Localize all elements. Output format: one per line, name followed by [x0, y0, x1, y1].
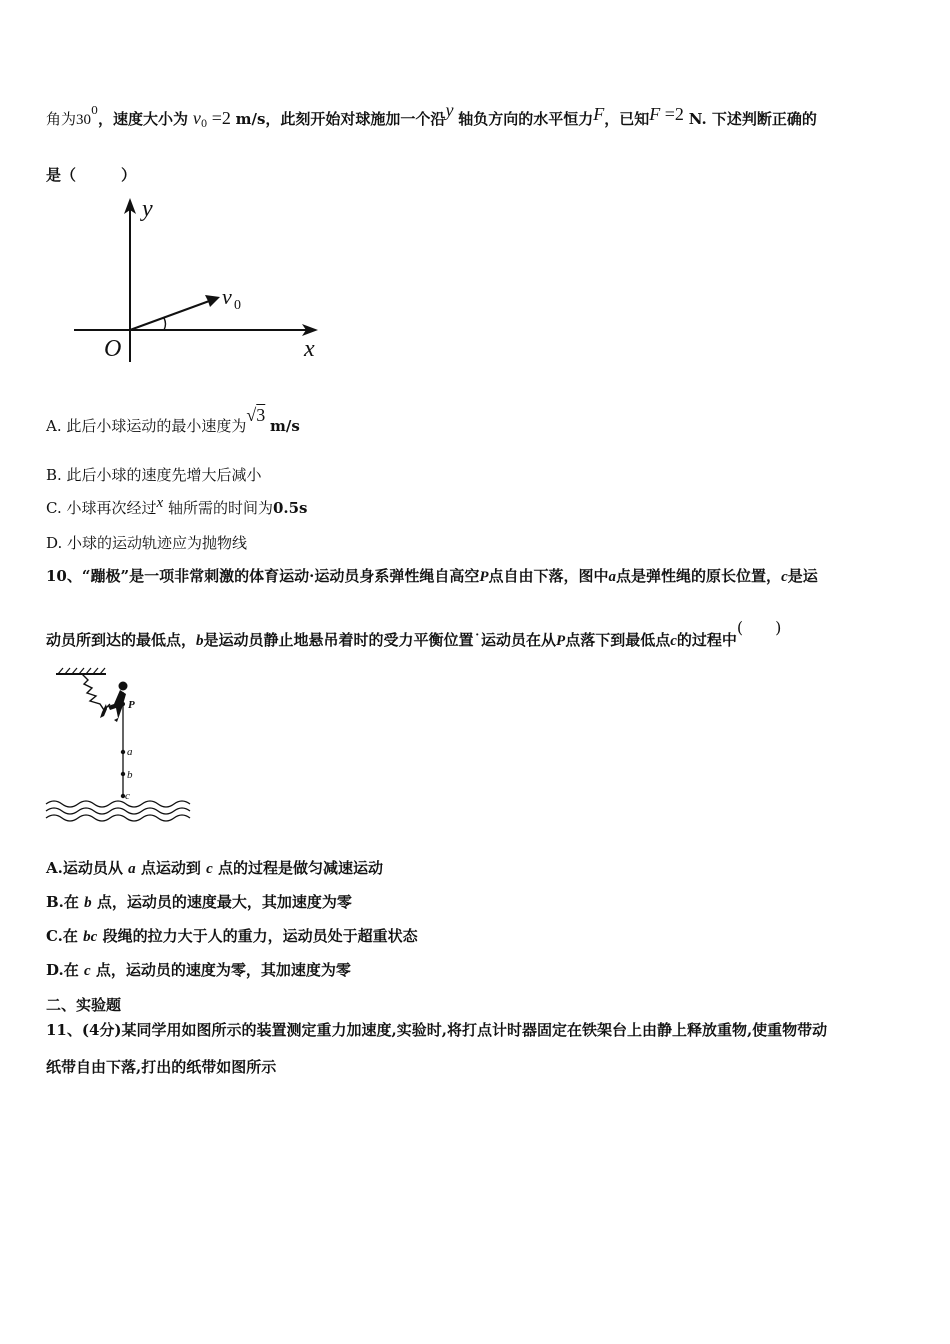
q9-axes-figure: [66, 192, 336, 364]
q9-option-c: C. 小球再次经过x 轴所需的时间为0.5s: [46, 495, 308, 517]
q9-option-d: D. 小球的运动轨迹应为抛物线: [46, 534, 248, 552]
label-a: a: [127, 746, 133, 758]
origin-label: O: [104, 336, 122, 362]
point-a: [121, 750, 125, 754]
water-waves: [46, 801, 190, 821]
v0-sub-label: 0: [234, 298, 241, 313]
q10-bungee-figure: [44, 664, 199, 824]
v0-label: v: [222, 284, 232, 309]
q10-option-d: D.在 c 点，运动员的速度为零，其加速度为零: [46, 961, 351, 979]
v0-vector: [130, 300, 212, 330]
section-heading: 二、实验题: [46, 996, 122, 1014]
x-label: x: [304, 336, 315, 362]
q9-option-b: B. 此后小球的速度先增大后减小: [46, 466, 262, 484]
label-c: c: [125, 790, 130, 802]
point-P: [121, 702, 125, 706]
label-b: b: [127, 769, 133, 781]
q9-option-a: A. 此后小球运动的最小速度为√3 m/s: [46, 405, 300, 435]
q11-line2: 纸带自由下落,打出的纸带如图所示: [46, 1058, 277, 1076]
label-P: P: [128, 699, 135, 711]
q10-option-a: A.运动员从 a 点运动到 c 点的过程是做匀减速运动: [46, 859, 384, 877]
q10-line1: 10、“蹦极”是一项非常刺激的体育运动·运动员身系弹性绳自高空P点自由下落，图中a点是弹性绳的原长位置，c是运: [46, 567, 818, 585]
q9-line1: 角为$30^0$，速度大小为 $v_0 =2$ m/s，此刻开始对球施加一个沿y 轴负方向的水平恒力F，已知F =2 N. 下述判断正确的: [46, 100, 817, 130]
point-b: [121, 772, 125, 776]
q11-line1: 11、(4分)某同学用如图所示的装置测定重力加速度,实验时,将打点计时器固定在铁架台上由静上释放重物,使重物带动: [46, 1021, 828, 1039]
q10-option-c: C.在 bc 段绳的拉力大于人的重力，运动员处于超重状态: [46, 927, 418, 945]
q9-line2: 是（ ）: [46, 166, 137, 184]
q10-line2: 动员所到达的最低点，b是运动员静止地悬吊着时的受力平衡位置˙运动员在从P点落下到最低点c的过程中( ): [46, 618, 782, 649]
angle-arc: [164, 318, 166, 330]
q10-option-b: B.在 b 点，运动员的速度最大，其加速度为零: [46, 893, 352, 911]
y-label: y: [142, 196, 153, 222]
